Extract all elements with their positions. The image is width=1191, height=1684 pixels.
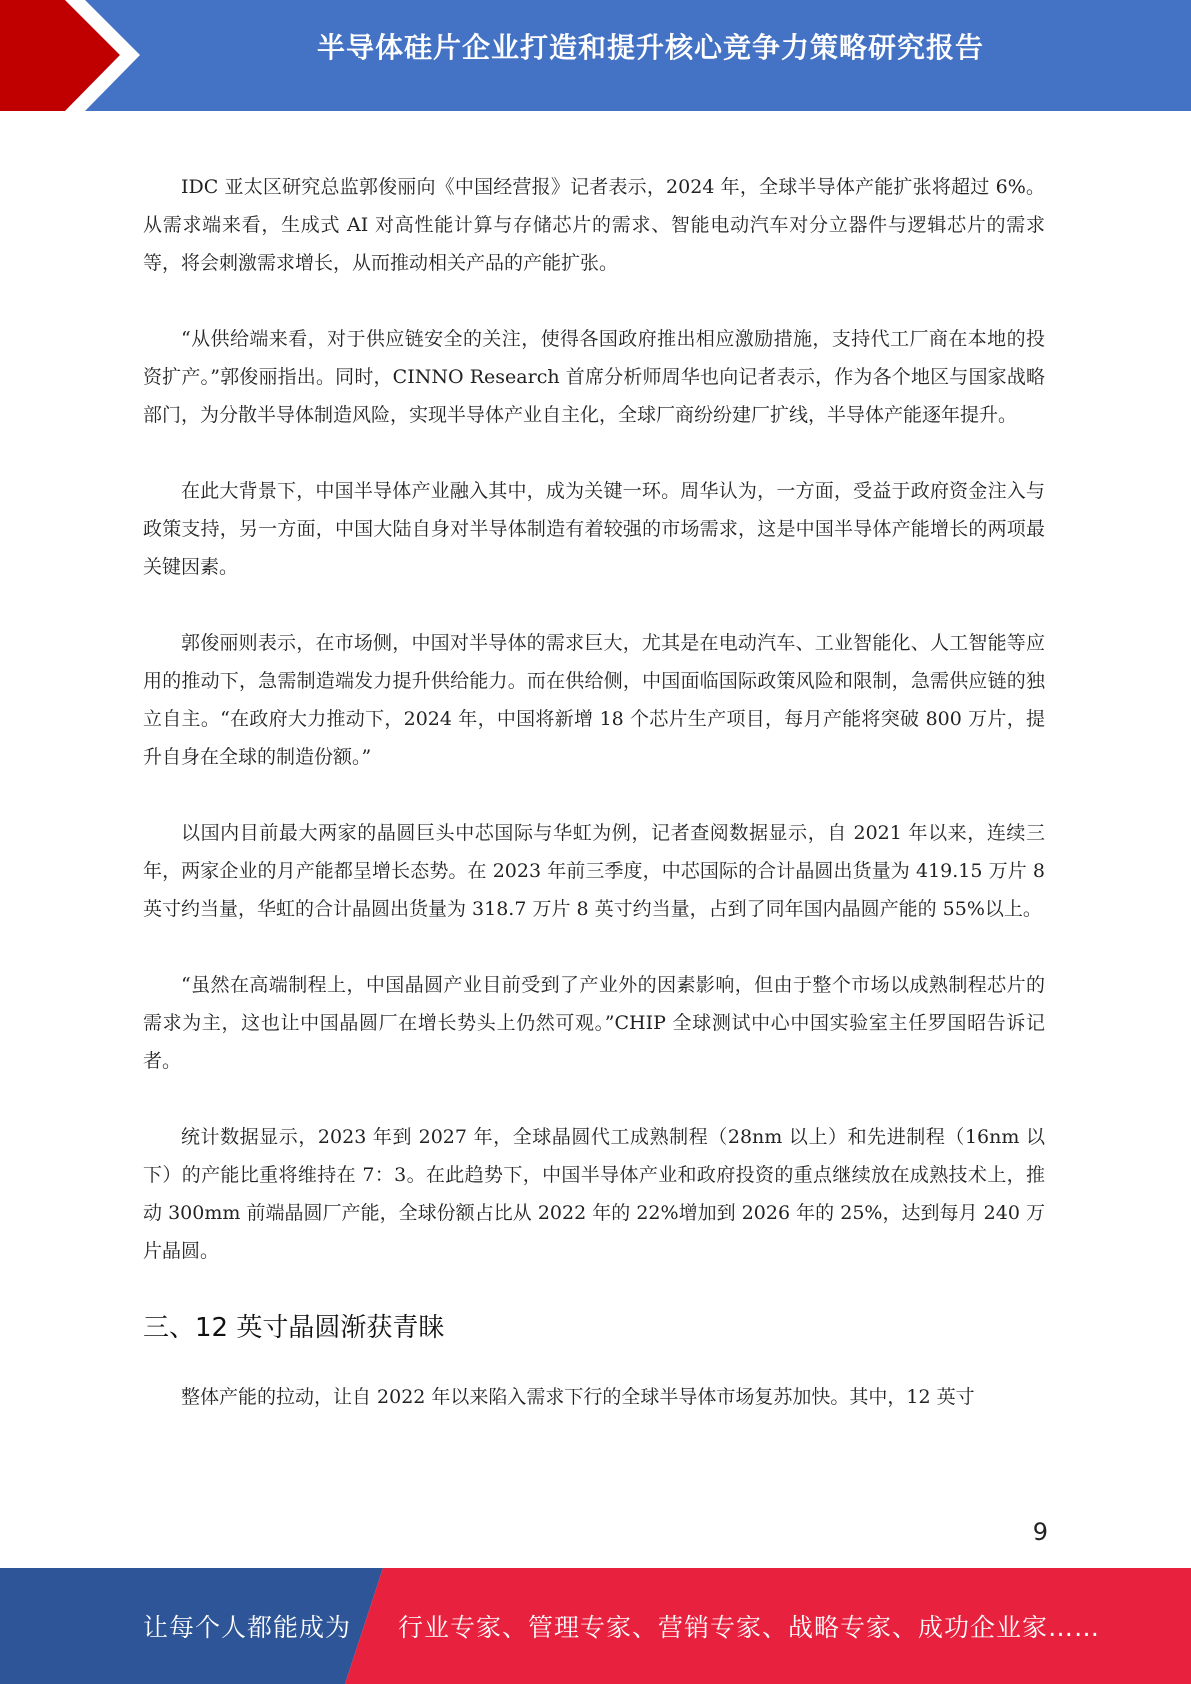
page-footer (0, 1568, 1191, 1684)
paragraph: 整体产能的拉动，让自 2022 年以来陷入需求下行的全球半导体市场复苏加快。其中，12 英寸 (181, 1386, 975, 1408)
paragraph: 统计数据显示，2023 年到 2027 年，全球晶圆代工成熟制程（28nm 以上）和先进制程（16nm 以下）的产能比重将维持在 7：3。在此趋势下，中国半导体产业和政府投资的重点继续放在成熟技术上，推动 300mm 前端晶圆厂产能，全球份额占比从 2022 年的 22%增加到 2026 年的 25%，达到每月 240 万片晶圆。 (143, 1126, 1045, 1262)
section-heading: 三、12 英寸晶圆渐获青睐 (143, 1313, 445, 1343)
paragraph: 在此大背景下，中国半导体产业融入其中，成为关键一环。周华认为，一方面，受益于政府资金注入与政策支持，另一方面，中国大陆自身对半导体制造有着较强的市场需求，这是中国半导体产能增长的两项最关键因素。 (143, 480, 1045, 578)
footer-slogan-right: 行业专家、管理专家、营销专家、战略专家、成功企业家…… (398, 1613, 1101, 1642)
footer-slogan-left: 让每个人都能成为 (143, 1613, 352, 1642)
paragraph: IDC 亚太区研究总监郭俊丽向《中国经营报》记者表示，2024 年，全球半导体产能扩张将超过 6%。从需求端来看，生成式 AI 对高性能计算与存储芯片的需求、智能电动汽车对分立器件与逻辑芯片的需求等，将会刺激需求增长，从而推动相关产品的产能扩张。 (143, 176, 1045, 274)
paragraph: “虽然在高端制程上，中国晶圆产业目前受到了产业外的因素影响，但由于整个市场以成熟制程芯片的需求为主，这也让中国晶圆厂在增长势头上仍然可观。”CHIP 全球测试中心中国实验室主任罗国昭告诉记者。 (143, 974, 1045, 1072)
page-header (0, 0, 1191, 111)
page-number: 9 (1032, 1518, 1048, 1546)
document-body (143, 168, 1045, 1454)
report-title: 半导体硅片企业打造和提升核心竞争力策略研究报告 (316, 31, 984, 64)
paragraph: “从供给端来看，对于供应链安全的关注，使得各国政府推出相应激励措施，支持代工厂商在本地的投资扩产。”郭俊丽指出。同时，CINNO Research 首席分析师周华也向记者表示，作为各个地区与国家战略部门，为分散半导体制造风险，实现半导体产业自主化，全球厂商纷纷建厂扩线，半导体产能逐年提升。 (143, 328, 1045, 426)
paragraph: 郭俊丽则表示，在市场侧，中国对半导体的需求巨大，尤其是在电动汽车、工业智能化、人工智能等应用的推动下，急需制造端发力提升供给能力。而在供给侧，中国面临国际政策风险和限制，急需供应链的独立自主。“在政府大力推动下，2024 年，中国将新增 18 个芯片生产项目，每月产能将突破 800 万片，提升自身在全球的制造份额。” (143, 632, 1045, 768)
paragraph: 以国内目前最大两家的晶圆巨头中芯国际与华虹为例，记者查阅数据显示，自 2021 年以来，连续三年，两家企业的月产能都呈增长态势。在 2023 年前三季度，中芯国际的合计晶圆出货量为 419.15 万片 8 英寸约当量，华虹的合计晶圆出货量为 318.7 万片 8 英寸约当量，占到了同年国内晶圆产能的 55%以上。 (143, 822, 1045, 920)
